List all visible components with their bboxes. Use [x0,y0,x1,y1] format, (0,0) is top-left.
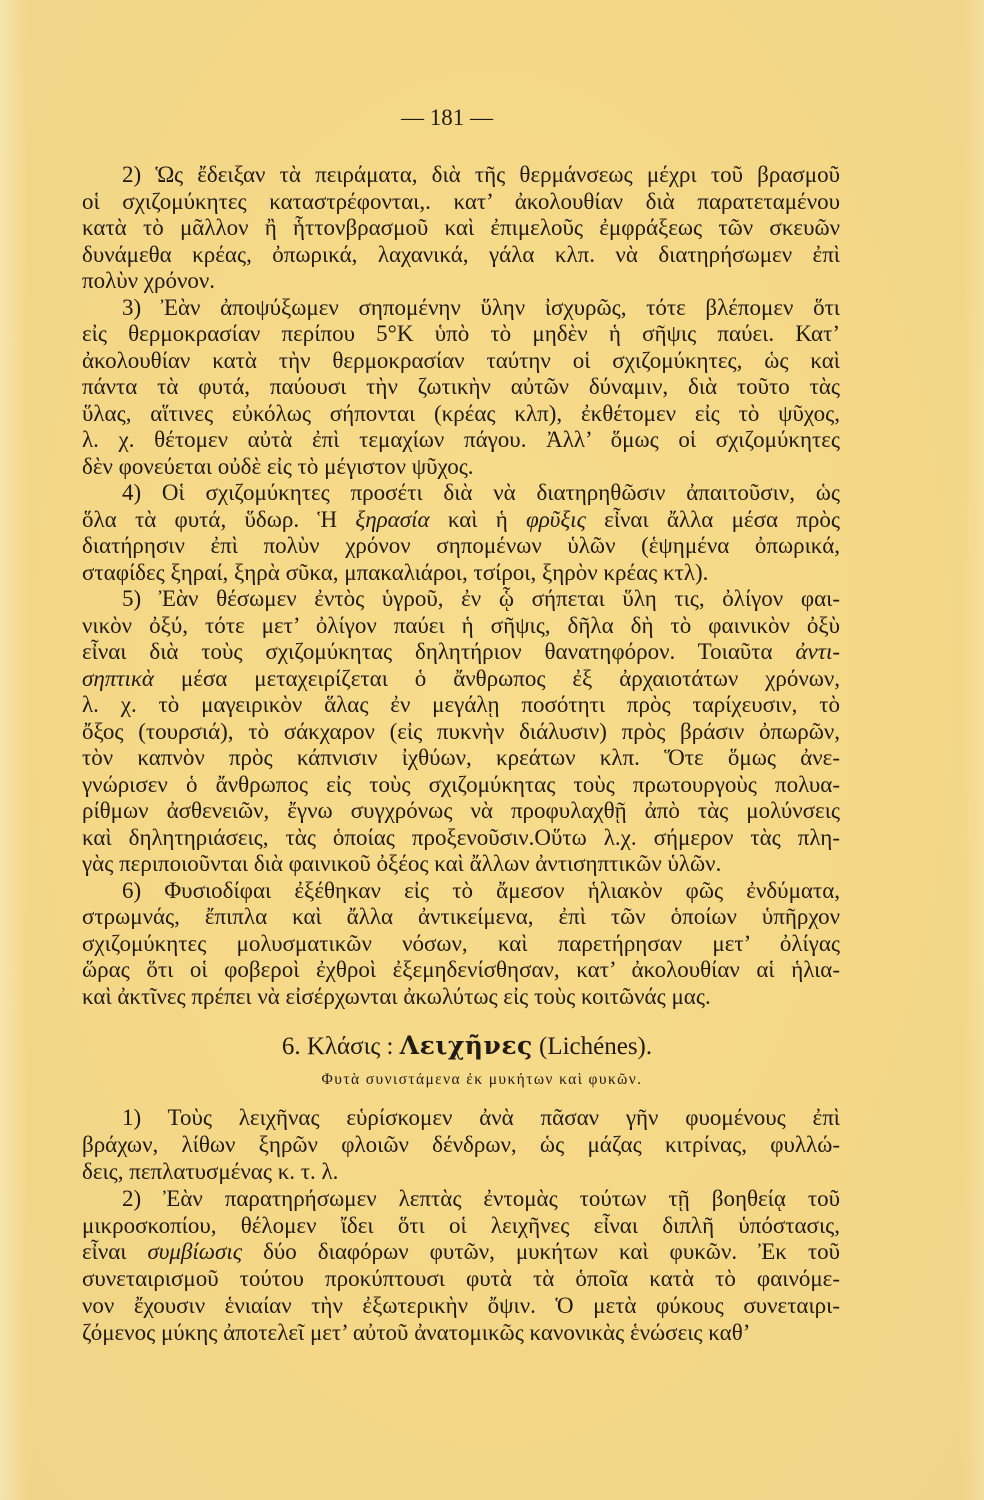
text-line [82,825,840,852]
line-text: γὰς περιποιοῦνται διὰ φαινικοῦ ὀξέος καὶ ἄλλων ἀντισηπτικῶν ὑλῶν. [82,851,722,876]
text-line [82,772,840,799]
line-text: 2) Ἐὰν παρατηρήσωμεν λεπτὰς ἐντομὰς τούτων τῇ βοηθείᾳ τοῦ [122,1185,840,1211]
text-line [82,295,840,322]
heading-prefix: 6. Κλάσις : [281,1033,400,1060]
line-text: βράχων, λίθων ξηρῶν φλοιῶν δένδρων, ὡς μάζας κιτρίνας, φυλλώ- [82,1131,840,1157]
line-text: 3) Ἐὰν ἀποψύξωμεν σηπομένην ὕλην ἰσχυρῶς, τότε βλέπομεν ὅτι [122,294,840,320]
text-line [82,692,840,719]
line-text: καὶ ἀκτῖνες πρέπει νὰ εἰσέρχωνται ἀκωλύτως εἰς τοὺς κοιτῶνάς μας. [82,983,711,1009]
italic-text: ἀντι- [795,639,840,664]
text-line [82,268,840,295]
line-text: λ. χ. θέτομεν αὐτὰ ἐπὶ τεμαχίων πάγου. Ἀλλ’ ὅμως οἱ σχιζομύκητες [82,427,840,452]
line-text: μέσα μεταχειρίζεται ὁ ἄνθρωπος ἐξ ἀρχαιοτάτων χρόνων, [154,665,840,691]
italic-text: σηπτικὰ [82,665,155,691]
line-text: καὶ δηλητηριάσεις, τὰς ὁποίας προξενοῦσιν.Οὕτω λ.χ. σήμερον τὰς πλη- [82,824,840,850]
text-line [82,1132,840,1159]
text-line [82,162,840,189]
line-text: σταφίδες ξηραί, ξηρὰ σῦκα, μπακαλιάροι, τσίροι, ξηρὸν κρέας κτλ). [82,559,709,585]
text-line [82,454,840,481]
heading-suffix: (Lichénes). [532,1033,653,1060]
text-line [82,984,840,1011]
text-line [82,1186,840,1213]
line-text: 4) Οἱ σχιζομύκητες προσέτι διὰ νὰ διατηρηθῶσιν ἀπαιτοῦσιν, ὡς [122,480,840,505]
paragraph [82,1186,840,1347]
line-text: δεις, πεπλατυσμένας κ. τ. λ. [82,1158,339,1184]
section-heading [0,1031,934,1062]
text-line [82,1213,840,1240]
text-line [82,639,840,666]
text-line [82,957,840,984]
text-block-top [82,162,840,1010]
text-line [82,374,840,401]
line-text: ὕλας, αἵτινες εὐκόλως σήπονται (κρέας κλπ), ἐκθέτομεν εἰς τὸ ψῦχος, [82,400,840,426]
paragraph [82,480,840,586]
text-block-bottom [82,1105,840,1347]
text-line [82,189,840,216]
text-line [82,348,840,375]
line-text: διατήρησιν ἐπὶ πολὺν χρόνον σηπομένων ὑλῶν (ἑψημένα ὀπωρικά, [82,533,840,558]
page-number: — 181 — [401,105,493,130]
line-text: ὅλα τὰ φυτά, ὕδωρ. Ἡ [82,506,356,532]
heading-title: Λειχῆνες [399,1031,533,1060]
text-line [82,904,840,931]
text-line [82,321,840,348]
line-text: καὶ ἡ [429,506,527,532]
line-text: δὲν φονεύεται οὐδὲ εἰς τὸ μέγιστον ψῦχος. [82,453,474,479]
text-line [82,586,840,613]
line-text: 2) Ὡς ἔδειξαν τὰ πειράματα, διὰ τῆς θερμάνσεως μέχρι τοῦ βρασμοῦ [122,162,840,187]
text-line [82,719,840,746]
line-text: νον ἔχουσιν ἑνιαίαν τὴν ἐξωτερικὴν ὄψιν. Ὁ μετὰ φύκους συνεταιρι- [82,1293,840,1319]
line-text: ρίθμων ἀσθενειῶν, ἔγνω συγχρόνως νὰ προφυλαχθῇ ἀπὸ τὰς μολύνσεις [82,798,840,823]
line-text: λ. χ. τὸ μαγειρικὸν ἅλας ἐν μεγάλῃ ποσότητι πρὸς ταρίχευσιν, τὸ [82,692,840,717]
text-line [82,427,840,454]
line-text: τὸν καπνὸν πρὸς κάπνισιν ἰχθύων, κρεάτων κλπ. Ὅτε ὅμως ἀνε- [82,745,840,770]
line-text: ζόμενος μύκης ἀποτελεῖ μετ’ αὐτοῦ ἀνατομικῶς κανονικὰς ἑνώσεις καθ’ [82,1320,751,1346]
line-text: σχιζομύκητες μολυσματικῶν νόσων, καὶ παρετήρησαν μετ’ ὀλίγας [82,930,840,956]
text-line [82,242,840,269]
text-line [82,1320,840,1347]
text-line [82,507,840,534]
line-text: συνεταιρισμοῦ τούτου προκύπτουσι φυτὰ τὰ ὁποῖα κατὰ τὸ φαινόμε- [82,1266,840,1292]
text-line [82,745,840,772]
text-line [82,798,840,825]
text-line [82,851,840,878]
text-line [82,613,840,640]
paragraph [82,586,840,878]
section-subheading: Φυτὰ συνιστάμενα ἐκ μυκήτων καὶ φυκῶν. [321,1071,643,1088]
text-line [82,931,840,958]
italic-text: ξηρασία [355,506,430,532]
line-text: δυνάμεθα κρέας, ὀπωρικά, λαχανικά, γάλα κλπ. νὰ διατηρήσωμεν ἐπὶ [82,241,840,267]
line-text: 5) Ἐὰν θέσωμεν ἐντὸς ὑγροῦ, ἐν ᾧ σήπεται ὕλη τις, ὀλίγον φαι- [122,586,840,611]
line-text: μικροσκοπίου, θέλομεν ἴδει ὅτι οἱ λειχῆνες εἶναι διπλῆ ὑπόστασις, [82,1212,840,1238]
line-text: εἶναι ἄλλα μέσα πρὸς [585,506,840,532]
text-line [82,666,840,693]
text-line [82,1239,840,1266]
text-line [82,1293,840,1320]
text-line [82,533,840,560]
text-line [82,1266,840,1293]
line-text: εἶναι [82,1239,148,1265]
line-text: 6) Φυσιοδίφαι ἐξέθηκαν εἰς τὸ ἄμεσον ἡλιακὸν φῶς ἐνδύματα, [122,877,840,903]
paragraph [82,1105,840,1186]
line-text: εἶναι διὰ τοὺς σχιζομύκητας δηλητήριον θανατηφόρον. Τοιαῦτα [82,639,796,664]
line-text: ἀκολουθίαν κατὰ τὴν θερμοκρασίαν ταύτην οἱ σχιζομύκητες, ὡς καὶ [82,347,840,373]
line-text: ὥρας ὅτι οἱ φοβεροὶ ἐχθροὶ ἐξεμηδενίσθησαν, κατ’ ἀκολουθίαν αἱ ἡλια- [82,957,840,982]
line-text: κατὰ τὸ μᾶλλον ἢ ἧττονβρασμοῦ καὶ ἐπιμελοῦς ἐμφράξεως τῶν σκευῶν [82,215,840,240]
line-text: νικὸν ὀξύ, τότε μετ’ ὀλίγον παύει ἡ σῆψις, δῆλα δὴ τὸ φαινικὸν ὀξὺ [82,612,840,638]
text-line [82,878,840,905]
line-text: δύο διαφόρων φυτῶν, μυκήτων καὶ φυκῶν. Ἐκ τοῦ [242,1239,841,1265]
line-text: γνώρισεν ὁ ἄνθρωπος εἰς τοὺς σχιζομύκητας τοὺς πρωτουργοὺς πολυα- [82,771,840,797]
line-text: στρωμνάς, ἔπιπλα καὶ ἄλλα ἀντικείμενα, ἐπὶ τῶν ὁποίων ὑπῆρχον [82,904,840,929]
paragraph [82,878,840,1011]
text-line [82,480,840,507]
text-line [82,1105,840,1132]
text-line [82,1159,840,1186]
italic-text: συμβίωσις [147,1239,243,1265]
italic-text: φρῦξις [526,506,586,532]
line-text: οἱ σχιζομύκητες καταστρέφονται,. κατ’ ἀκολουθίαν διὰ παρατεταμένου [82,188,840,214]
text-line [82,215,840,242]
paragraph [82,295,840,481]
line-text: 1) Τοὺς λειχῆνας εὑρίσκομεν ἀνὰ πᾶσαν γῆν φυομένους ἐπὶ [122,1105,840,1130]
line-text: πάντα τὰ φυτά, παύουσι τὴν ζωτικὴν αὐτῶν δύναμιν, διὰ τοῦτο τὰς [82,374,840,399]
line-text: πολὺν χρόνον. [82,268,216,293]
text-line [82,401,840,428]
line-text: εἰς θερμοκρασίαν περίπου 5°K ὑπὸ τὸ μηδὲν ἡ σῆψις παύει. Κατ’ [82,321,840,346]
text-line [82,560,840,587]
paragraph [82,162,840,295]
line-text: ὄξος (τουρσιά), τὸ σάκχαρον (εἰς πυκνὴν διάλυσιν) πρὸς βράσιν ὀπωρῶν, [82,718,840,744]
